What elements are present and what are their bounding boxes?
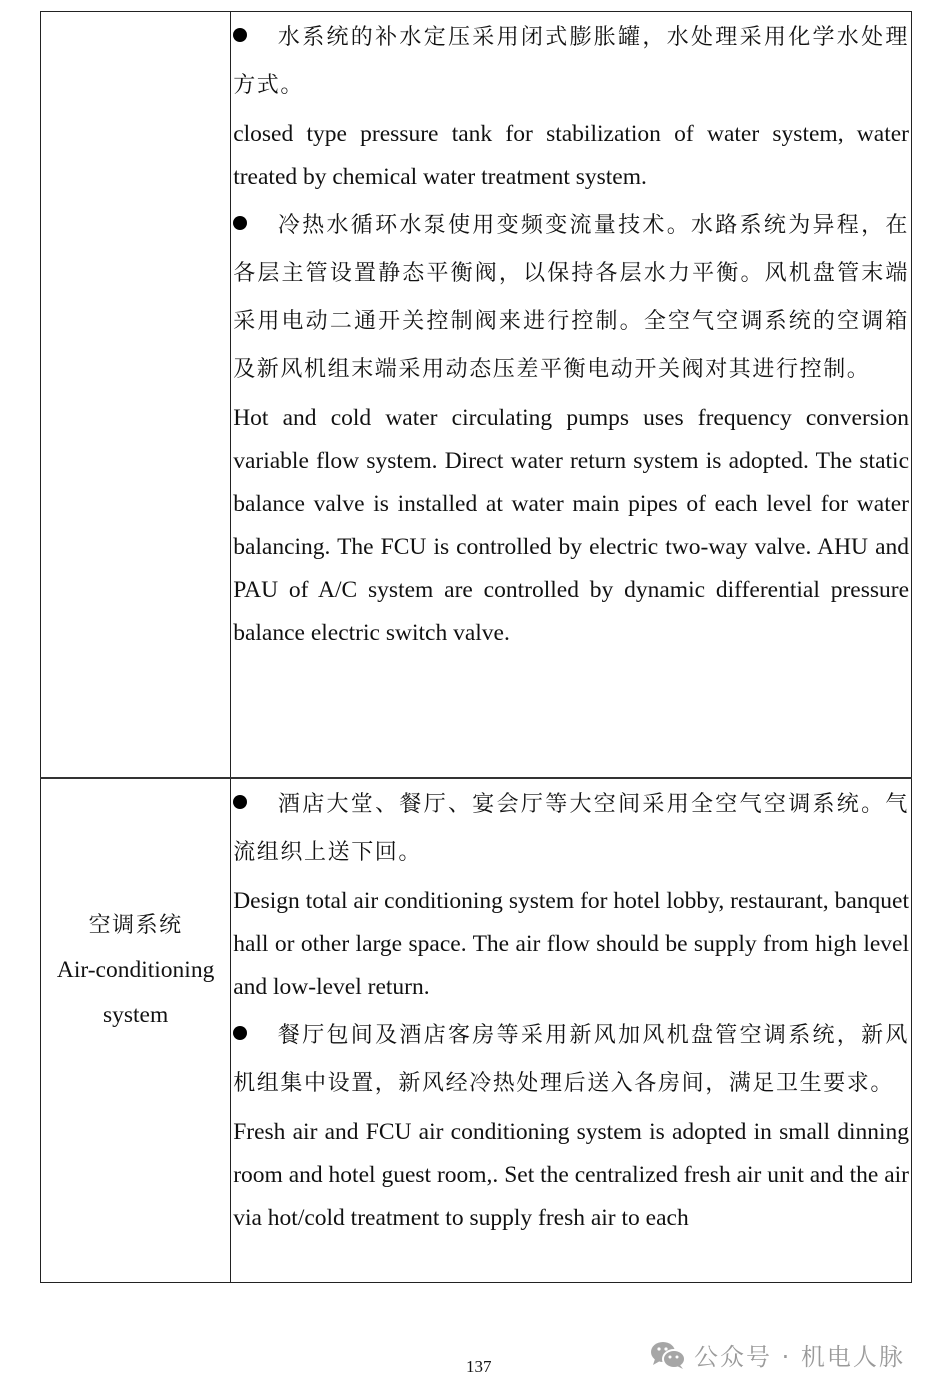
bullet-item-en: Design total air conditioning system for hotel lobby, restaurant, banquet hall or other large space. The air flow should be supply from high level and low-level return.	[233, 888, 909, 1000]
page-number: 137	[466, 1357, 492, 1376]
row-content-cell	[231, 12, 912, 779]
watermark-text: 公众号 · 机电人脉	[694, 1343, 905, 1371]
row-label-en-line2: system	[102, 1002, 169, 1028]
bullet-item-cn: 冷热水循环水泵使用变频变流量技术。水路系统为异程，在各层主管设置静态平衡阀，以保持各层水力平衡。风机盘管末端采用电动二通开关控制阀来进行控制。全空气空调系统的空调箱及新风机组末端采用动态压差平衡电动开关阀对其进行控制。	[233, 213, 909, 382]
bullet-icon	[233, 216, 247, 230]
bullet-item-cn: 水系统的补水定压采用闭式膨胀罐，水处理采用化学水处理方式。	[233, 25, 909, 98]
row-label-cell	[41, 12, 231, 779]
wechat-icon	[650, 1340, 686, 1370]
row-label-cn: 空调系统	[88, 913, 183, 938]
bullet-icon	[233, 1026, 247, 1040]
table-row-water-system	[41, 12, 912, 779]
spec-table	[40, 11, 912, 1283]
bullet-item-en: Hot and cold water circulating pumps uses frequency conversion variable flow system. Direct water return system is adopted. The static balance valve is installed at water main pipes of each level for water balancing. The FCU is controlled by electric two-way valve. AHU and PAU of A/C system are controlled by dynamic differential pressure balance electric switch valve.	[233, 405, 909, 646]
table-row-air-conditioning	[41, 778, 912, 1283]
bullet-item-en: closed type pressure tank for stabilization of water system, water treated by chemical water treatment system.	[233, 121, 909, 190]
watermark	[650, 1337, 905, 1372]
bullet-icon	[233, 795, 247, 809]
bullet-icon	[233, 28, 247, 42]
row-label-cell	[41, 778, 231, 1283]
bullet-item-cn: 餐厅包间及酒店客房等采用新风加风机盘管空调系统，新风机组集中设置，新风经冷热处理后送入各房间，满足卫生要求。	[233, 1023, 909, 1096]
row-content-cell	[231, 778, 912, 1283]
bullet-item-en: Fresh air and FCU air conditioning system is adopted in small dinning room and hotel guest room,. Set the centralized fresh air unit and the air via hot/cold treatment to supply fresh air to each	[233, 1119, 909, 1231]
bullet-item-cn: 酒店大堂、餐厅、宴会厅等大空间采用全空气空调系统。气流组织上送下回。	[233, 792, 909, 865]
row-label-en-line1: Air-conditioning	[56, 957, 215, 983]
